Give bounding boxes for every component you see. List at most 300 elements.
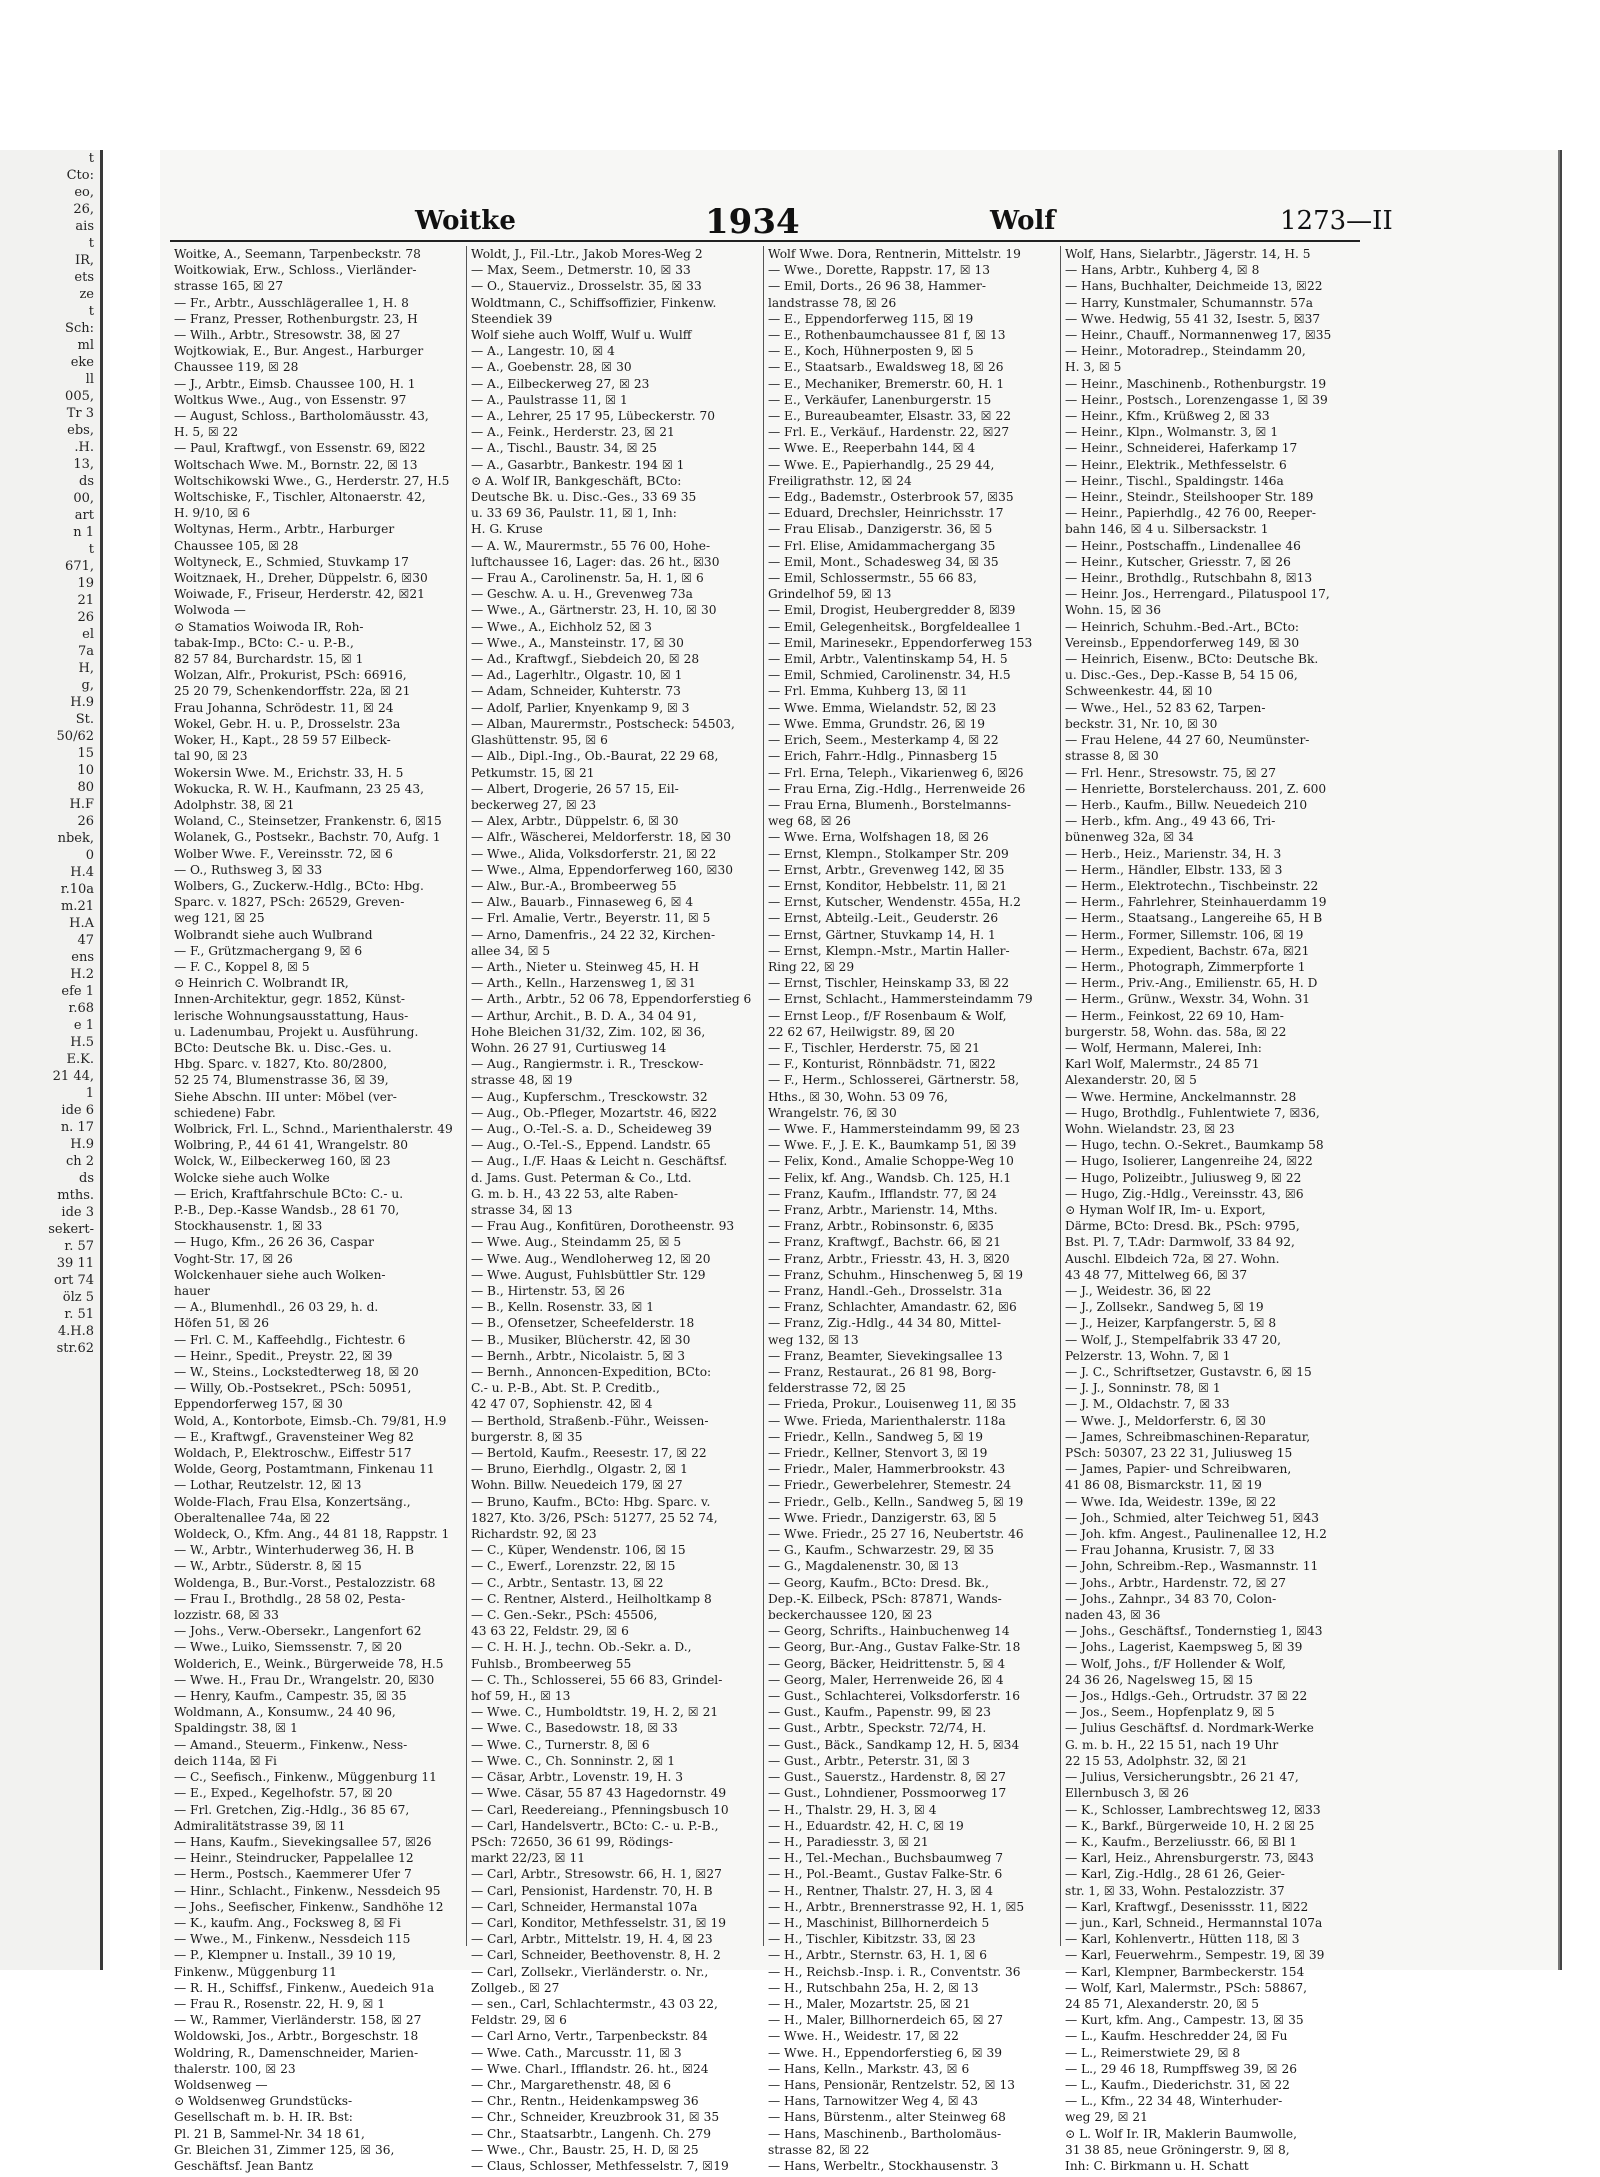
page-edge-fragment: Cto: [66, 168, 94, 183]
page-edge-fragment: n. 17 [60, 1120, 94, 1135]
page-edge-fragment: t [88, 236, 94, 251]
directory-entry: — Erich, Kraftfahrschule BCto: C.- u. [174, 1186, 404, 1201]
directory-entry: Woldt, J., Fil.-Ltr., Jakob Mores-Weg 2 [471, 247, 703, 261]
directory-entry: — Hans, Werbeltr., Stockhausenstr. 3 [768, 2158, 999, 2173]
directory-entry: — Alb., Dipl.-Ing., Ob.-Baurat, 22 29 68, [471, 749, 719, 764]
directory-entry: Wohn. 26 27 91, Curtiusweg 14 [471, 1040, 667, 1055]
directory-entry: — Berthold, Straßenb.-Führ., Weissen- [471, 1413, 709, 1428]
directory-entry: Woltschikowski Wwe., G., Herderstr. 27, H.5 [174, 473, 450, 488]
directory-entry: — B., Kelln. Rosenstr. 33, ☒ 1 [471, 1300, 655, 1315]
directory-entry: Karl Wolf, Malermstr., 24 85 71 [1065, 1057, 1260, 1072]
directory-entry: — Heinr., Steindr., Steilshooper Str. 189 [1065, 490, 1314, 505]
column-4 [1061, 246, 1358, 2173]
directory-entry: — Frau R., Rosenstr. 22, H. 9, ☒ 1 [174, 1996, 386, 2011]
directory-entry: — August, Schloss., Bartholomäusstr. 43, [174, 409, 429, 424]
directory-entry: Wolbrandt siehe auch Wulbrand [174, 927, 373, 942]
directory-entry: — Gust., Bäck., Sandkamp 12, H. 5, ☒34 [768, 1737, 1020, 1752]
directory-entry: hauer [174, 1284, 211, 1298]
directory-entry: — Wilh., Arbtr., Stresowstr. 38, ☒ 27 [174, 328, 401, 343]
page-edge-fragment: ide 3 [61, 1205, 94, 1220]
directory-entry: — Gust., Lohndiener, Possmoorweg 17 [768, 1786, 1007, 1801]
directory-entry: — Frl. E., Verkäuf., Hardenstr. 22, ☒27 [768, 425, 1010, 440]
directory-entry: — Arth., Arbtr., 52 06 78, Eppendorferstieg 6 [471, 992, 752, 1007]
directory-entry: — Wolf, Karl, Malermstr., PSch: 58867, [1065, 1980, 1308, 1995]
directory-entry: — Hans, Pensionär, Rentzelstr. 52, ☒ 13 [768, 2077, 1015, 2092]
header-page-number: 1273—II [1280, 206, 1393, 236]
directory-entry: — C. Th., Schlosserei, 55 66 83, Grindel- [471, 1672, 723, 1687]
directory-entry: — Emil, Dorts., 26 96 38, Hammer- [768, 279, 986, 294]
directory-entry: — Johs., Lagerist, Kaempsweg 5, ☒ 39 [1065, 1640, 1303, 1655]
directory-entry: deich 114a, ☒ Fi [174, 1753, 277, 1768]
page-edge-fragment: Tr 3 [66, 406, 94, 421]
directory-entry: Wolwoda — [174, 603, 246, 618]
directory-entry: u. Disc.-Ges., Dep.-Kasse B, 54 15 06, [1065, 668, 1298, 683]
directory-entry: — Henriette, Borstelerchauss. 201, Z. 600 [1065, 781, 1327, 796]
directory-entry: — Franz, Arbtr., Robinsonstr. 6, ☒35 [768, 1219, 994, 1234]
directory-entry: Wolber Wwe. F., Vereinsstr. 72, ☒ 6 [174, 846, 393, 861]
directory-entry: C.- u. P.-B., Abt. St. P. Creditb., [471, 1381, 660, 1396]
directory-entry: — Hans, Arbtr., Kuhberg 4, ☒ 8 [1065, 263, 1260, 278]
directory-entry: — Chr., Staatsarbtr., Langenh. Ch. 279 [471, 2126, 712, 2141]
directory-entry: Wohn. 15, ☒ 36 [1065, 603, 1162, 618]
directory-entry: — Johs., Zahnpr., 34 83 70, Colon- [1065, 1591, 1277, 1606]
directory-entry: — Franz, Beamter, Sievekingsallee 13 [768, 1348, 1003, 1363]
directory-entry: H. 9/10, ☒ 6 [174, 506, 251, 521]
directory-entry: H. 3, ☒ 5 [1065, 360, 1122, 375]
directory-entry: — Hugo, techn. O.-Sekret., Baumkamp 58 [1065, 1138, 1324, 1153]
directory-entry: — Gust., Sauerstz., Hardenstr. 8, ☒ 27 [768, 1770, 1006, 1785]
directory-entry: — Henry, Kaufm., Campestr. 35, ☒ 35 [174, 1689, 407, 1704]
directory-entry: Därme, BCto: Dresd. Bk., PSch: 9795, [1065, 1219, 1300, 1234]
directory-entry: — H., Thalstr. 29, H. 3, ☒ 4 [768, 1802, 937, 1817]
directory-entry: — Aug., Rangiermstr. i. R., Tresckow- [471, 1057, 704, 1072]
directory-entry: H. 5, ☒ 22 [174, 425, 239, 440]
directory-entry: — Heinr., Postschaffn., Lindenallee 46 [1065, 538, 1301, 553]
directory-entry: weg 29, ☒ 21 [1065, 2110, 1148, 2125]
directory-entry: — Wwe. F., Hammersteindamm 99, ☒ 23 [768, 1121, 1020, 1136]
page-edge-fragment: 26, [73, 202, 94, 217]
directory-entry: — Heinr., Steindrucker, Pappelallee 12 [174, 1851, 414, 1866]
directory-entry: Woitkowiak, Erw., Schloss., Vierländer- [174, 263, 417, 278]
directory-entry: — Heinr., Spedit., Preystr. 22, ☒ 39 [174, 1348, 393, 1363]
directory-entry: — Chr., Margarethenstr. 48, ☒ 6 [471, 2077, 672, 2092]
page-edge-fragment: 671, [65, 559, 94, 574]
page-edge-fragment: 0 [85, 848, 94, 863]
directory-entry: strasse 34, ☒ 13 [471, 1202, 573, 1217]
directory-entry: ⊙ Stamatios Woiwoda IR, Roh- [174, 619, 364, 634]
directory-entry: — Ernst, Schlacht., Hammersteindamm 79 [768, 992, 1033, 1007]
directory-entry: — Arno, Damenfris., 24 22 32, Kirchen- [471, 927, 716, 942]
page-edge-fragment: 21 44, [52, 1069, 94, 1084]
page-edge-fragment: g, [81, 678, 94, 693]
directory-entry: Wolderich, E., Weink., Bürgerweide 78, H.5 [174, 1656, 444, 1671]
page-edge-fragment: E.K. [66, 1052, 94, 1067]
directory-entry: Innen-Architektur, gegr. 1852, Künst- [174, 992, 405, 1007]
directory-entry: Wolckenhauer siehe auch Wolken- [174, 1267, 386, 1282]
directory-entry: — Julius Geschäftsf. d. Nordmark-Werke [1065, 1721, 1314, 1736]
directory-entry: — C. H. H. J., techn. Ob.-Sekr. a. D., [471, 1640, 692, 1655]
directory-entry: — Franz, Kraftwgf., Bachstr. 66, ☒ 21 [768, 1235, 1002, 1250]
directory-entry: — Carl, Arbtr., Mittelstr. 19, H. 4, ☒ 23 [471, 1932, 713, 1947]
directory-entry: — Heinrich, Eisenw., BCto: Deutsche Bk. [1065, 652, 1319, 667]
directory-entry: Auschl. Elbdeich 72a, ☒ 27. Wohn. [1065, 1251, 1280, 1266]
entry-columns [170, 246, 1360, 2173]
directory-entry: — Heinrich, Schuhm.-Bed.-Art., BCto: [1065, 619, 1300, 634]
directory-entry: — E., Mechaniker, Bremerstr. 60, H. 1 [768, 376, 1005, 391]
directory-entry: — Hans, Maschinenb., Bartholomäus- [768, 2126, 1002, 2141]
directory-entry: weg 121, ☒ 25 [174, 911, 265, 926]
directory-entry: — Herm., Priv.-Ang., Emilienstr. 65, H. D [1065, 976, 1318, 991]
directory-entry: PSch: 72650, 36 61 99, Rödings- [471, 1834, 673, 1849]
page-edge-fragment: 7a [77, 644, 94, 659]
directory-entry: — Herm., Photograph, Zimmerpforte 1 [1065, 959, 1306, 974]
page-edge-fragment: ds [79, 1171, 94, 1186]
directory-entry: — Herb., Heiz., Marienstr. 34, H. 3 [1065, 846, 1282, 861]
directory-entry: — Wwe. August, Fuhlsbüttler Str. 129 [471, 1267, 706, 1282]
page-edge-fragment: r.10a [60, 882, 94, 897]
directory-entry: — Franz, Restaurat., 26 81 98, Borg- [768, 1365, 996, 1380]
directory-entry: — Alex, Arbtr., Düppelstr. 6, ☒ 30 [471, 814, 679, 829]
directory-entry: — Aug., O.-Tel.-S., Eppend. Landstr. 65 [471, 1138, 711, 1153]
directory-entry: — A., Eilbeckerweg 27, ☒ 23 [471, 376, 650, 391]
directory-entry: burgerstr. 8, ☒ 35 [471, 1429, 583, 1444]
directory-entry: str. 1, ☒ 33, Wohn. Pestalozzistr. 37 [1065, 1883, 1285, 1898]
directory-entry: — Frau I., Brothdlg., 28 58 02, Pesta- [174, 1591, 406, 1606]
directory-entry: — J., Zollsekr., Sandweg 5, ☒ 19 [1065, 1300, 1264, 1315]
directory-entry: Adolphstr. 38, ☒ 21 [174, 797, 295, 812]
directory-entry: — Heinr., Elektrik., Methfesselstr. 6 [1065, 457, 1287, 472]
directory-entry: — Carl, Handelsvertr., BCto: C.- u. P.-B., [471, 1818, 719, 1833]
directory-entry: — H., Tel.-Mechan., Buchsbaumweg 7 [768, 1851, 1003, 1866]
directory-entry: — Ernst, Konditor, Hebbelstr. 11, ☒ 21 [768, 878, 1008, 893]
directory-entry: Glashüttenstr. 95, ☒ 6 [471, 733, 608, 748]
directory-entry: — Heinr., Postsch., Lorenzengasse 1, ☒ 39 [1065, 392, 1328, 407]
directory-entry: — Wwe. Frieda, Marienthalerstr. 118a [768, 1413, 1006, 1428]
directory-entry: — H., Pol.-Beamt., Gustav Falke-Str. 6 [768, 1867, 1003, 1882]
directory-entry: Inh: C. Birkmann u. H. Schatt [1065, 2158, 1249, 2173]
directory-entry: schiedene) Fabr. [174, 1105, 276, 1120]
directory-entry: — Heinr., Tischl., Spaldingstr. 146a [1065, 473, 1284, 488]
directory-entry: — Carl Arno, Vertr., Tarpenbeckstr. 84 [471, 2029, 708, 2044]
directory-entry: — Willy, Ob.-Postsekret., PSch: 50951, [174, 1381, 412, 1396]
directory-entry: — Emil, Schlossermstr., 55 66 83, [768, 571, 977, 586]
directory-entry: Fuhlsb., Brombeerweg 55 [471, 1656, 632, 1671]
directory-entry: — Frl. Amalie, Vertr., Beyerstr. 11, ☒ 5 [471, 911, 711, 926]
directory-entry: Wolf Wwe. Dora, Rentnerin, Mittelstr. 19 [768, 247, 1021, 261]
directory-entry: Wolzan, Alfr., Prokurist, PSch: 66916, [174, 668, 407, 683]
directory-entry: — A., Gasarbtr., Bankestr. 194 ☒ 1 [471, 457, 685, 472]
directory-entry: — Hugo, Isolierer, Langenreihe 24, ☒22 [1065, 1154, 1313, 1169]
directory-entry: Wolanek, G., Postsekr., Bachstr. 70, Aufg. 1 [174, 830, 441, 845]
page-edge-fragment: H.A [69, 916, 94, 931]
directory-entry: — Wwe. E., Reeperbahn 144, ☒ 4 [768, 441, 976, 456]
page-edge-fragment: 00, [73, 491, 94, 506]
directory-entry: — Franz, Arbtr., Marienstr. 14, Mths. [768, 1202, 998, 1217]
directory-entry: — O., Stauerviz., Drosselstr. 35, ☒ 33 [471, 279, 702, 294]
directory-entry: — F., Tischler, Herderstr. 75, ☒ 21 [768, 1040, 980, 1055]
directory-entry: — A., Lehrer, 25 17 95, Lübeckerstr. 70 [471, 409, 716, 424]
directory-entry: — B., Ofensetzer, Scheefelderstr. 18 [471, 1316, 695, 1331]
directory-entry: 41 86 08, Bismarckstr. 11, ☒ 19 [1065, 1478, 1262, 1493]
directory-entry: Wold, A., Kontorbote, Eimsb.-Ch. 79/81, H.9 [174, 1413, 447, 1428]
directory-entry: Alexanderstr. 20, ☒ 5 [1065, 1073, 1197, 1088]
directory-entry: — Joh. kfm. Angest., Paulinenallee 12, H.2 [1065, 1527, 1327, 1542]
page-edge-fragment: art [74, 508, 94, 523]
directory-entry: — Bruno, Eierhdlg., Olgastr. 2, ☒ 1 [471, 1462, 688, 1477]
page-edge-fragment: ort 74 [54, 1273, 94, 1288]
directory-entry: — Heinr., Brothdlg., Rutschbahn 8, ☒13 [1065, 571, 1313, 586]
directory-entry: Woltyneck, E., Schmied, Stuvkamp 17 [174, 554, 409, 569]
directory-entry: — Frl. Elise, Amidammachergang 35 [768, 538, 996, 553]
directory-entry: Hohe Bleichen 31/32, Zim. 102, ☒ 36, [471, 1024, 706, 1039]
directory-entry: — Franz, Presser, Rothenburgstr. 23, H [174, 311, 418, 326]
directory-entry: — Wwe., Luiko, Siemssenstr. 7, ☒ 20 [174, 1640, 402, 1655]
directory-entry: — Ernst, Abteilg.-Leit., Geuderstr. 26 [768, 911, 999, 926]
directory-entry: G. m. b. H., 43 22 53, alte Raben- [471, 1186, 679, 1201]
directory-entry: — jun., Karl, Schneid., Hermannstal 107a [1065, 1915, 1323, 1930]
directory-entry: — Aug., O.-Tel.-S. a. D., Scheideweg 39 [471, 1121, 712, 1136]
directory-entry: — Hinr., Schlacht., Finkenw., Nessdeich 95 [174, 1883, 441, 1898]
page-edge-fragment: e 1 [73, 1018, 94, 1033]
directory-entry: — H., Rutschbahn 25a, H. 2, ☒ 13 [768, 1980, 979, 1995]
directory-entry: felderstrasse 72, ☒ 25 [768, 1381, 906, 1396]
directory-entry: — E., Koch, Hühnerposten 9, ☒ 5 [768, 344, 974, 359]
directory-entry: — E., Kraftwgf., Gravensteiner Weg 82 [174, 1429, 414, 1444]
directory-entry: strasse 82, ☒ 22 [768, 2142, 870, 2157]
directory-entry: beckerchaussee 120, ☒ 23 [768, 1608, 933, 1623]
directory-entry: — A., Langestr. 10, ☒ 4 [471, 344, 615, 359]
directory-entry: — Jos., Seem., Hopfenplatz 9, ☒ 5 [1065, 1705, 1275, 1720]
directory-entry: Richardstr. 92, ☒ 23 [471, 1527, 597, 1542]
directory-entry: — Felix, kf. Ang., Wandsb. Ch. 125, H.1 [768, 1170, 1012, 1185]
page-edge-fragment: H.9 [70, 695, 94, 710]
column-3 [764, 246, 1061, 2173]
directory-entry: — Alfr., Wäscherei, Meldorferstr. 18, ☒ 30 [471, 830, 731, 845]
directory-entry: — Hugo, Kfm., 26 26 36, Caspar [174, 1235, 374, 1250]
directory-entry: — Herb., Kaufm., Billw. Neuedeich 210 [1065, 797, 1308, 812]
directory-entry: beckstr. 31, Nr. 10, ☒ 30 [1065, 716, 1218, 731]
directory-entry: 1827, Kto. 3/26, PSch: 51277, 25 52 74, [471, 1510, 718, 1525]
directory-entry: — E., Rothenbaumchaussee 81 f, ☒ 13 [768, 328, 1006, 343]
directory-entry: — Hugo, Polizeibtr., Juliusweg 9, ☒ 22 [1065, 1170, 1302, 1185]
directory-entry: Woitke, A., Seemann, Tarpenbeckstr. 78 [174, 247, 421, 261]
directory-entry: — Adam, Schneider, Kuhterstr. 73 [471, 684, 681, 699]
directory-entry: — Arth., Kelln., Harzensweg 1, ☒ 31 [471, 976, 696, 991]
directory-entry: — Wwe. Cath., Marcusstr. 11, ☒ 3 [471, 2045, 682, 2060]
directory-entry: d. Jams. Gust. Peterman & Co., Ltd. [471, 1170, 692, 1185]
directory-entry: — Frl. Emma, Kuhberg 13, ☒ 11 [768, 684, 968, 699]
directory-entry: Vereinsb., Eppendorferweg 149, ☒ 30 [1065, 635, 1300, 650]
directory-entry: — Frau Helene, 44 27 60, Neumünster- [1065, 733, 1310, 748]
page-edge-fragment: ll [85, 372, 94, 387]
directory-entry: — Alban, Maurermstr., Postscheck: 54503, [471, 716, 735, 731]
directory-entry: — Frl. Henr., Stresowstr. 75, ☒ 27 [1065, 765, 1277, 780]
directory-entry: Woltkus Wwe., Aug., von Essenstr. 97 [174, 392, 407, 407]
directory-entry: H. G. Kruse [471, 522, 543, 537]
directory-entry: Siehe Abschn. III unter: Möbel (ver- [174, 1089, 397, 1104]
directory-entry: bünenweg 32a, ☒ 34 [1065, 830, 1194, 845]
page-edge-fragment: 15 [77, 746, 94, 761]
directory-entry: — Friedr., Kellner, Stenvort 3, ☒ 19 [768, 1446, 988, 1461]
directory-entry: — B., Hirtenstr. 53, ☒ 26 [471, 1284, 625, 1298]
directory-entry: — Herm., Elektrotechn., Tischbeinstr. 22 [1065, 878, 1319, 893]
directory-entry: — Franz, Arbtr., Friesstr. 43, H. 3, ☒20 [768, 1251, 1010, 1266]
directory-entry: 43 48 77, Mittelweg 66, ☒ 37 [1065, 1267, 1248, 1282]
directory-entry: — J., Arbtr., Eimsb. Chaussee 100, H. 1 [174, 376, 416, 391]
directory-entry: — Wwe., Alida, Volksdorferstr. 21, ☒ 22 [471, 846, 717, 861]
page-edge-fragment: 50/62 [56, 729, 94, 744]
directory-entry: Chaussee 119, ☒ 28 [174, 360, 299, 375]
directory-entry: — F., Konturist, Rönnbädstr. 71, ☒22 [768, 1057, 996, 1072]
page-header [160, 200, 1560, 240]
directory-entry: — Wwe., A., Gärtnerstr. 23, H. 10, ☒ 30 [471, 603, 717, 618]
directory-entry: — Georg, Bur.-Ang., Gustav Falke-Str. 18 [768, 1640, 1021, 1655]
directory-entry: — Hans, Kelln., Markstr. 43, ☒ 6 [768, 2061, 970, 2076]
directory-entry: — Wwe., Hel., 52 83 62, Tarpen- [1065, 700, 1266, 715]
page-edge-fragment: H.2 [70, 967, 94, 982]
page-edge-fragment: St. [75, 712, 94, 727]
directory-entry: — Ernst, Kutscher, Wendenstr. 455a, H.2 [768, 895, 1021, 910]
directory-entry: — Ernst, Tischler, Heinskamp 33, ☒ 22 [768, 976, 1010, 991]
directory-entry: Stockhausenstr. 1, ☒ 33 [174, 1219, 323, 1234]
directory-entry: — H., Maler, Mozartstr. 25, ☒ 21 [768, 1996, 971, 2011]
directory-entry: — Ernst, Klempn.-Mstr., Martin Haller- [768, 943, 1010, 958]
directory-entry: — Gust., Kaufm., Papenstr. 99, ☒ 23 [768, 1705, 992, 1720]
directory-entry: — Karl, Kohlenvertr., Hütten 118, ☒ 3 [1065, 1932, 1300, 1947]
directory-entry: — Wwe., A., Mansteinstr. 17, ☒ 30 [471, 635, 684, 650]
page-edge-fragment: ens [71, 950, 94, 965]
page-edge-fragment: el [82, 627, 94, 642]
directory-entry: — Aug., Kupferschm., Tresckowstr. 32 [471, 1089, 708, 1104]
directory-entry: Deutsche Bk. u. Disc.-Ges., 33 69 35 [471, 490, 697, 505]
page-edge-fragment: t [88, 151, 94, 166]
directory-entry: Feldstr. 29, ☒ 6 [471, 2013, 567, 2028]
page-edge-fragment: ch 2 [65, 1154, 94, 1169]
directory-entry: Wolck, W., Eilbeckerweg 160, ☒ 23 [174, 1154, 391, 1169]
directory-entry: — Wwe. Ida, Weidestr. 139e, ☒ 22 [1065, 1494, 1277, 1509]
directory-entry: — Wwe. Emma, Wielandstr. 52, ☒ 23 [768, 700, 997, 715]
directory-entry: — sen., Carl, Schlachtermstr., 43 03 22, [471, 1996, 718, 2011]
directory-entry: — Karl, Heiz., Ahrensburgerstr. 73, ☒43 [1065, 1851, 1314, 1866]
directory-entry: hof 59, H., ☒ 13 [471, 1689, 571, 1704]
directory-entry: — Hans, Tarnowitzer Weg 4, ☒ 43 [768, 2094, 979, 2109]
directory-entry: — Herb., kfm. Ang., 49 43 66, Tri- [1065, 814, 1276, 829]
directory-entry: — Geschw. A. u. H., Grevenweg 73a [471, 587, 693, 602]
directory-entry: Wolbrick, Frl. L., Schnd., Marienthalerstr. 49 [174, 1121, 453, 1136]
directory-entry: — Herm., Feinkost, 22 69 10, Ham- [1065, 1008, 1284, 1023]
directory-entry: — Carl, Schneider, Beethovenstr. 8, H. 2 [471, 1948, 721, 1963]
directory-entry: — Johs., Seefischer, Finkenw., Sandhöhe 12 [174, 1899, 444, 1914]
directory-entry: — Lothar, Reutzelstr. 12, ☒ 13 [174, 1478, 362, 1493]
directory-entry: — Wwe. J., Meldorferstr. 6, ☒ 30 [1065, 1413, 1266, 1428]
directory-entry: — A., Goebenstr. 28, ☒ 30 [471, 360, 632, 375]
page-edge-fragment: mths. [57, 1188, 94, 1203]
directory-entry: Spaldingstr. 38, ☒ 1 [174, 1721, 298, 1736]
directory-entry: — L., Kaufm., Diederichstr. 31, ☒ 22 [1065, 2077, 1290, 2092]
directory-entry: — Emil, Marinesekr., Eppendorferweg 153 [768, 635, 1033, 650]
directory-entry: — Wwe. C., Turnerstr. 8, ☒ 6 [471, 1737, 650, 1752]
column-2 [467, 246, 764, 2173]
page-edge-fragment: eo, [74, 185, 94, 200]
directory-entry: — Adolf, Parlier, Knyenkamp 9, ☒ 3 [471, 700, 690, 715]
directory-entry: markt 22/23, ☒ 11 [471, 1851, 585, 1866]
directory-entry: Chaussee 105, ☒ 28 [174, 538, 299, 553]
directory-entry: — Emil, Drogist, Heubergredder 8, ☒39 [768, 603, 1016, 618]
directory-entry: — Johs., Geschäftsf., Tondernstieg 1, ☒43 [1065, 1624, 1323, 1639]
directory-entry: — Wwe. Aug., Wendloherweg 12, ☒ 20 [471, 1251, 711, 1266]
directory-entry: — O., Ruthsweg 3, ☒ 33 [174, 862, 323, 877]
directory-entry: — Ernst, Gärtner, Stuvkamp 14, H. 1 [768, 927, 996, 942]
directory-entry: Woldmann, A., Konsumw., 24 40 96, [174, 1705, 396, 1720]
directory-entry: — F., Herm., Schlosserei, Gärtnerstr. 58, [768, 1073, 1020, 1088]
directory-entry: — Wwe. Hermine, Anckelmannstr. 28 [1065, 1089, 1297, 1104]
directory-entry: Hths., ☒ 30, Wohn. 53 09 76, [768, 1089, 948, 1104]
directory-entry: — H., Tischler, Kibitzstr. 33, ☒ 23 [768, 1932, 976, 1947]
directory-entry: — Wwe. Erna, Wolfshagen 18, ☒ 26 [768, 830, 989, 845]
page-edge-fragment: nbek, [57, 831, 94, 846]
directory-entry: strasse 165, ☒ 27 [174, 279, 284, 294]
directory-entry: — Alw., Bauarb., Finnaseweg 6, ☒ 4 [471, 895, 694, 910]
directory-entry: weg 132, ☒ 13 [768, 1332, 859, 1347]
directory-entry: ⊙ Heinrich C. Wolbrandt IR, [174, 976, 349, 991]
directory-entry: — Wwe. Cäsar, 55 87 43 Hagedornstr. 49 [471, 1786, 727, 1801]
page-edge-fragment: efe 1 [61, 984, 94, 999]
directory-entry: beckerweg 27, ☒ 23 [471, 797, 597, 812]
directory-entry: — Wwe. C., Humboldtstr. 19, H. 2, ☒ 21 [471, 1705, 719, 1720]
directory-entry: — Herm., Händler, Elbstr. 133, ☒ 3 [1065, 862, 1283, 877]
page-edge-fragment: n 1 [73, 525, 94, 540]
directory-entry: — L., 29 46 18, Rumpffsweg 39, ☒ 26 [1065, 2061, 1297, 2076]
directory-entry: — E., Bureaubeamter, Elsastr. 33, ☒ 22 [768, 409, 1011, 424]
directory-entry: — H., Eduardstr. 42, H. C, ☒ 19 [768, 1818, 964, 1833]
directory-entry: — W., Steins., Lockstedterweg 18, ☒ 20 [174, 1365, 419, 1380]
directory-entry: — E., Exped., Kegelhofstr. 57, ☒ 20 [174, 1786, 393, 1801]
directory-entry: — H., Paradiesstr. 3, ☒ 21 [768, 1834, 929, 1849]
directory-entry: 24 36 26, Nagelsweg 15, ☒ 15 [1065, 1672, 1254, 1687]
directory-entry: — Albert, Drogerie, 26 57 15, Eil- [471, 781, 679, 796]
directory-entry: — Chr., Schneider, Kreuzbrook 31, ☒ 35 [471, 2110, 720, 2125]
directory-entry: — Johs., Verw.-Obersekr., Langenfort 62 [174, 1624, 422, 1639]
directory-entry: — W., Rammer, Vierländerstr. 158, ☒ 27 [174, 2013, 422, 2028]
directory-entry: — C., Ewerf., Lorenzstr. 22, ☒ 15 [471, 1559, 676, 1574]
directory-entry: — Karl, Klempner, Barmbeckerstr. 154 [1065, 1964, 1305, 1979]
directory-entry: — A., Paulstrasse 11, ☒ 1 [471, 392, 628, 407]
column-1 [170, 246, 467, 2173]
directory-entry: — Eduard, Drechsler, Heinrichsstr. 17 [768, 506, 1004, 521]
directory-entry: — Ernst Leop., f/F Rosenbaum & Wolf, [768, 1008, 1007, 1023]
directory-entry: — F. C., Koppel 8, ☒ 5 [174, 959, 310, 974]
directory-entry: — Frieda, Prokur., Louisenweg 11, ☒ 35 [768, 1397, 1017, 1412]
directory-entry: 24 85 71, Alexanderstr. 20, ☒ 5 [1065, 1996, 1259, 2011]
directory-entry: — Wwe. E., Papierhandlg., 25 29 44, [768, 457, 995, 472]
directory-entry: — Heinr., Kfm., Krüßweg 2, ☒ 33 [1065, 409, 1270, 424]
directory-entry: — Frau Erna, Blumenh., Borstelmanns- [768, 797, 1011, 812]
directory-entry: Grindelhof 59, ☒ 13 [768, 587, 892, 602]
directory-entry: — Georg, Bäcker, Heidrittenstr. 5, ☒ 4 [768, 1656, 1006, 1671]
directory-entry: lerische Wohnungsausstattung, Haus- [174, 1008, 409, 1023]
directory-entry: Petkumstr. 15, ☒ 21 [471, 765, 595, 780]
directory-entry: — Paul, Kraftwgf., von Essenstr. 69, ☒22 [174, 441, 426, 456]
page-edge-fragment: 47 [77, 933, 94, 948]
directory-entry: — Wwe., Chr., Baustr. 25, H. D, ☒ 25 [471, 2142, 699, 2157]
directory-entry: Wolf, Hans, Sielarbtr., Jägerstr. 14, H. 5 [1065, 247, 1311, 261]
directory-entry: 82 57 84, Burchardstr. 15, ☒ 1 [174, 652, 364, 667]
directory-entry: — Wwe. H., Eppendorferstieg 6, ☒ 39 [768, 2045, 1003, 2060]
directory-entry: Woiwade, F., Friseur, Herderstr. 42, ☒21 [174, 587, 425, 602]
directory-entry: — A., Tischl., Baustr. 34, ☒ 25 [471, 441, 657, 456]
directory-entry: — Aug., I./F. Haas & Leicht n. Geschäftsf. [471, 1154, 728, 1169]
directory-entry: — Herm., Former, Sillemstr. 106, ☒ 19 [1065, 927, 1304, 942]
